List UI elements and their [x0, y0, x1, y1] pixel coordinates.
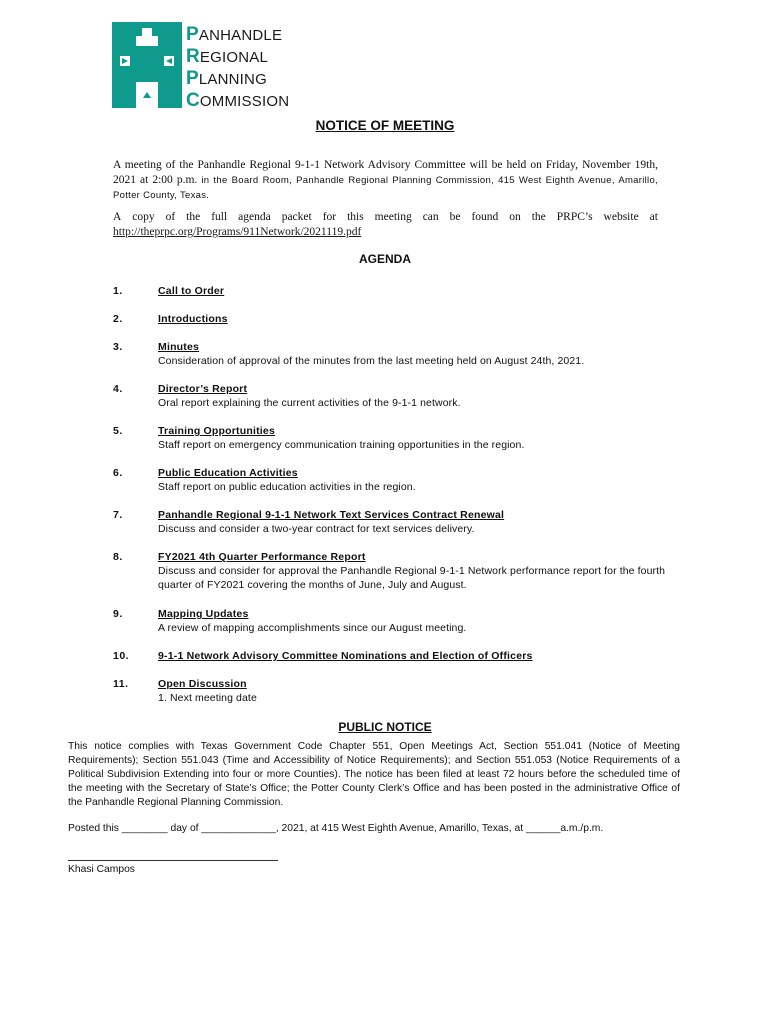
agenda-copy-word: for: [322, 211, 337, 223]
agenda-copy-word: website: [603, 211, 639, 223]
agenda-copy-word: full: [211, 211, 228, 223]
agenda-item-description: Staff report on emergency communication training opportunities in the region.: [158, 439, 525, 451]
agenda-copy-word: at: [649, 211, 658, 223]
agenda-copy-word: can: [422, 211, 439, 223]
logo-line-1: PANHANDLE: [186, 24, 283, 45]
agenda-item-body: [158, 340, 668, 368]
logo-building-icon: [112, 22, 182, 108]
agenda-item-body: [158, 382, 668, 410]
agenda-copy-word: agenda: [238, 211, 271, 223]
agenda-item-description: Consideration of approval of the minutes from the last meeting held on August 24th, 2021.: [158, 355, 585, 367]
agenda-copy-paragraph: [113, 210, 658, 240]
agenda-copy-word: the: [531, 211, 546, 223]
meeting-intro-paragraph: [113, 158, 658, 203]
agenda-item-description: A review of mapping accomplishments since our August meeting.: [158, 622, 467, 634]
agenda-item-number: 9.: [113, 608, 123, 620]
agenda-item-number: 6.: [113, 467, 123, 479]
agenda-item-number: 10.: [113, 650, 130, 662]
agenda-item-title: 9-1-1 Network Advisory Committee Nominations and Election of Officers: [158, 650, 533, 662]
agenda-copy-word: the: [186, 211, 201, 223]
agenda-copy-word: of: [165, 211, 176, 223]
agenda-item-body: [158, 550, 668, 592]
public-notice-title: PUBLIC NOTICE: [338, 720, 432, 734]
logo-wordmark: [186, 24, 289, 112]
intro-part-2: in the Board Room, Panhandle Regional Planning Commission, 415 West Eighth Avenue, Amarillo, Potter County, Texas.: [113, 175, 658, 201]
agenda-item-number: 5.: [113, 425, 123, 437]
agenda-item-title: Minutes: [158, 341, 200, 353]
logo-line-4: COMMISSION: [186, 90, 290, 111]
agenda-item-body: [158, 649, 668, 663]
agenda-item-title: Open Discussion: [158, 678, 247, 690]
agenda-item-number: 4.: [113, 383, 123, 395]
agenda-item-title: Director’s Report: [158, 383, 248, 395]
agenda-copy-word: A: [113, 211, 122, 223]
agenda-item-description: Discuss and consider for approval the Panhandle Regional 9-1-1 Network performance report for the fourth quarter of FY2021 covering the months of June, July and August.: [158, 565, 666, 591]
logo-line-3: PLANNING: [186, 68, 267, 89]
agenda-copy-word: packet: [281, 211, 312, 223]
agenda-item-description: 1. Next meeting date: [158, 692, 257, 704]
agenda-item-body: [158, 466, 668, 494]
agenda-item-number: 1.: [113, 285, 123, 297]
signature-name: Khasi Campos: [68, 864, 135, 875]
prpc-logo: [112, 22, 290, 111]
agenda-item-body: [158, 312, 668, 326]
agenda-item-number: 11.: [113, 678, 129, 690]
agenda-packet-link[interactable]: http://theprpc.org/Programs/911Network/2021119.pdf: [113, 226, 362, 238]
agenda-copy-sentence: [113, 210, 658, 225]
agenda-item-body: [158, 677, 668, 705]
agenda-item-body: [158, 424, 668, 452]
agenda-item-body: [158, 607, 668, 635]
agenda-item-description: Staff report on public education activities in the region.: [158, 481, 416, 493]
agenda-item-number: 2.: [113, 313, 123, 325]
logo-line-2: REGIONAL: [186, 46, 269, 67]
public-notice-text: This notice complies with Texas Government Code Chapter 551, Open Meetings Act, Section 551.041 (Notice of Meeting Requirements); Section 551.043 (Time and Accessibility of Notice Requirements); and Section 551.053 (Notice Requirements of a Political Subdivision Extending into four or more Counties). The notice has been filed at least 72 hours before the scheduled time of the meeting with the Secretary of State’s Office; the Potter County Clerk’s Office and has been posted in the administrative Office of the Panhandle Regional Planning Commission.: [68, 741, 680, 808]
agenda-copy-word: PRPC’s: [556, 211, 593, 223]
agenda-item-body: [158, 508, 668, 536]
agenda-item-title: Training Opportunities: [158, 425, 275, 437]
agenda-copy-word: meeting: [374, 211, 412, 223]
agenda-copy-word: copy: [132, 211, 155, 223]
page-title: NOTICE OF MEETING: [315, 118, 455, 133]
agenda-copy-word: found: [471, 211, 499, 223]
intro-part-1: A meeting of the Panhandle Regional 9-1-1 Network Advisory Committee will be held on Friday, November 19th, 2021 at 2:00 p.m.: [113, 159, 658, 186]
agenda-copy-word: this: [347, 211, 364, 223]
agenda-item-number: 3.: [113, 341, 123, 353]
agenda-item-number: 7.: [113, 509, 123, 521]
agenda-item-description: Oral report explaining the current activities of the 9-1-1 network.: [158, 397, 461, 409]
agenda-item-title: Introductions: [158, 313, 228, 325]
agenda-item-body: [158, 284, 668, 298]
agenda-copy-word: on: [509, 211, 521, 223]
agenda-item-title: Public Education Activities: [158, 467, 298, 479]
agenda-heading: AGENDA: [358, 252, 411, 266]
agenda-copy-word: be: [449, 211, 461, 223]
posted-line: Posted this ________ day of _____________, 2021, at 415 West Eighth Avenue, Amarillo, Texas, at ______a.m./p.m.: [68, 823, 604, 834]
signature-line: [68, 860, 278, 861]
agenda-item-description: Discuss and consider a two-year contract for text services delivery.: [158, 523, 475, 535]
agenda-item-title: FY2021 4th Quarter Performance Report: [158, 551, 366, 563]
agenda-item-title: Panhandle Regional 9-1-1 Network Text Services Contract Renewal: [158, 509, 505, 521]
agenda-item-title: Mapping Updates: [158, 608, 249, 620]
agenda-item-number: 8.: [113, 551, 123, 563]
agenda-item-title: Call to Order: [158, 285, 225, 297]
